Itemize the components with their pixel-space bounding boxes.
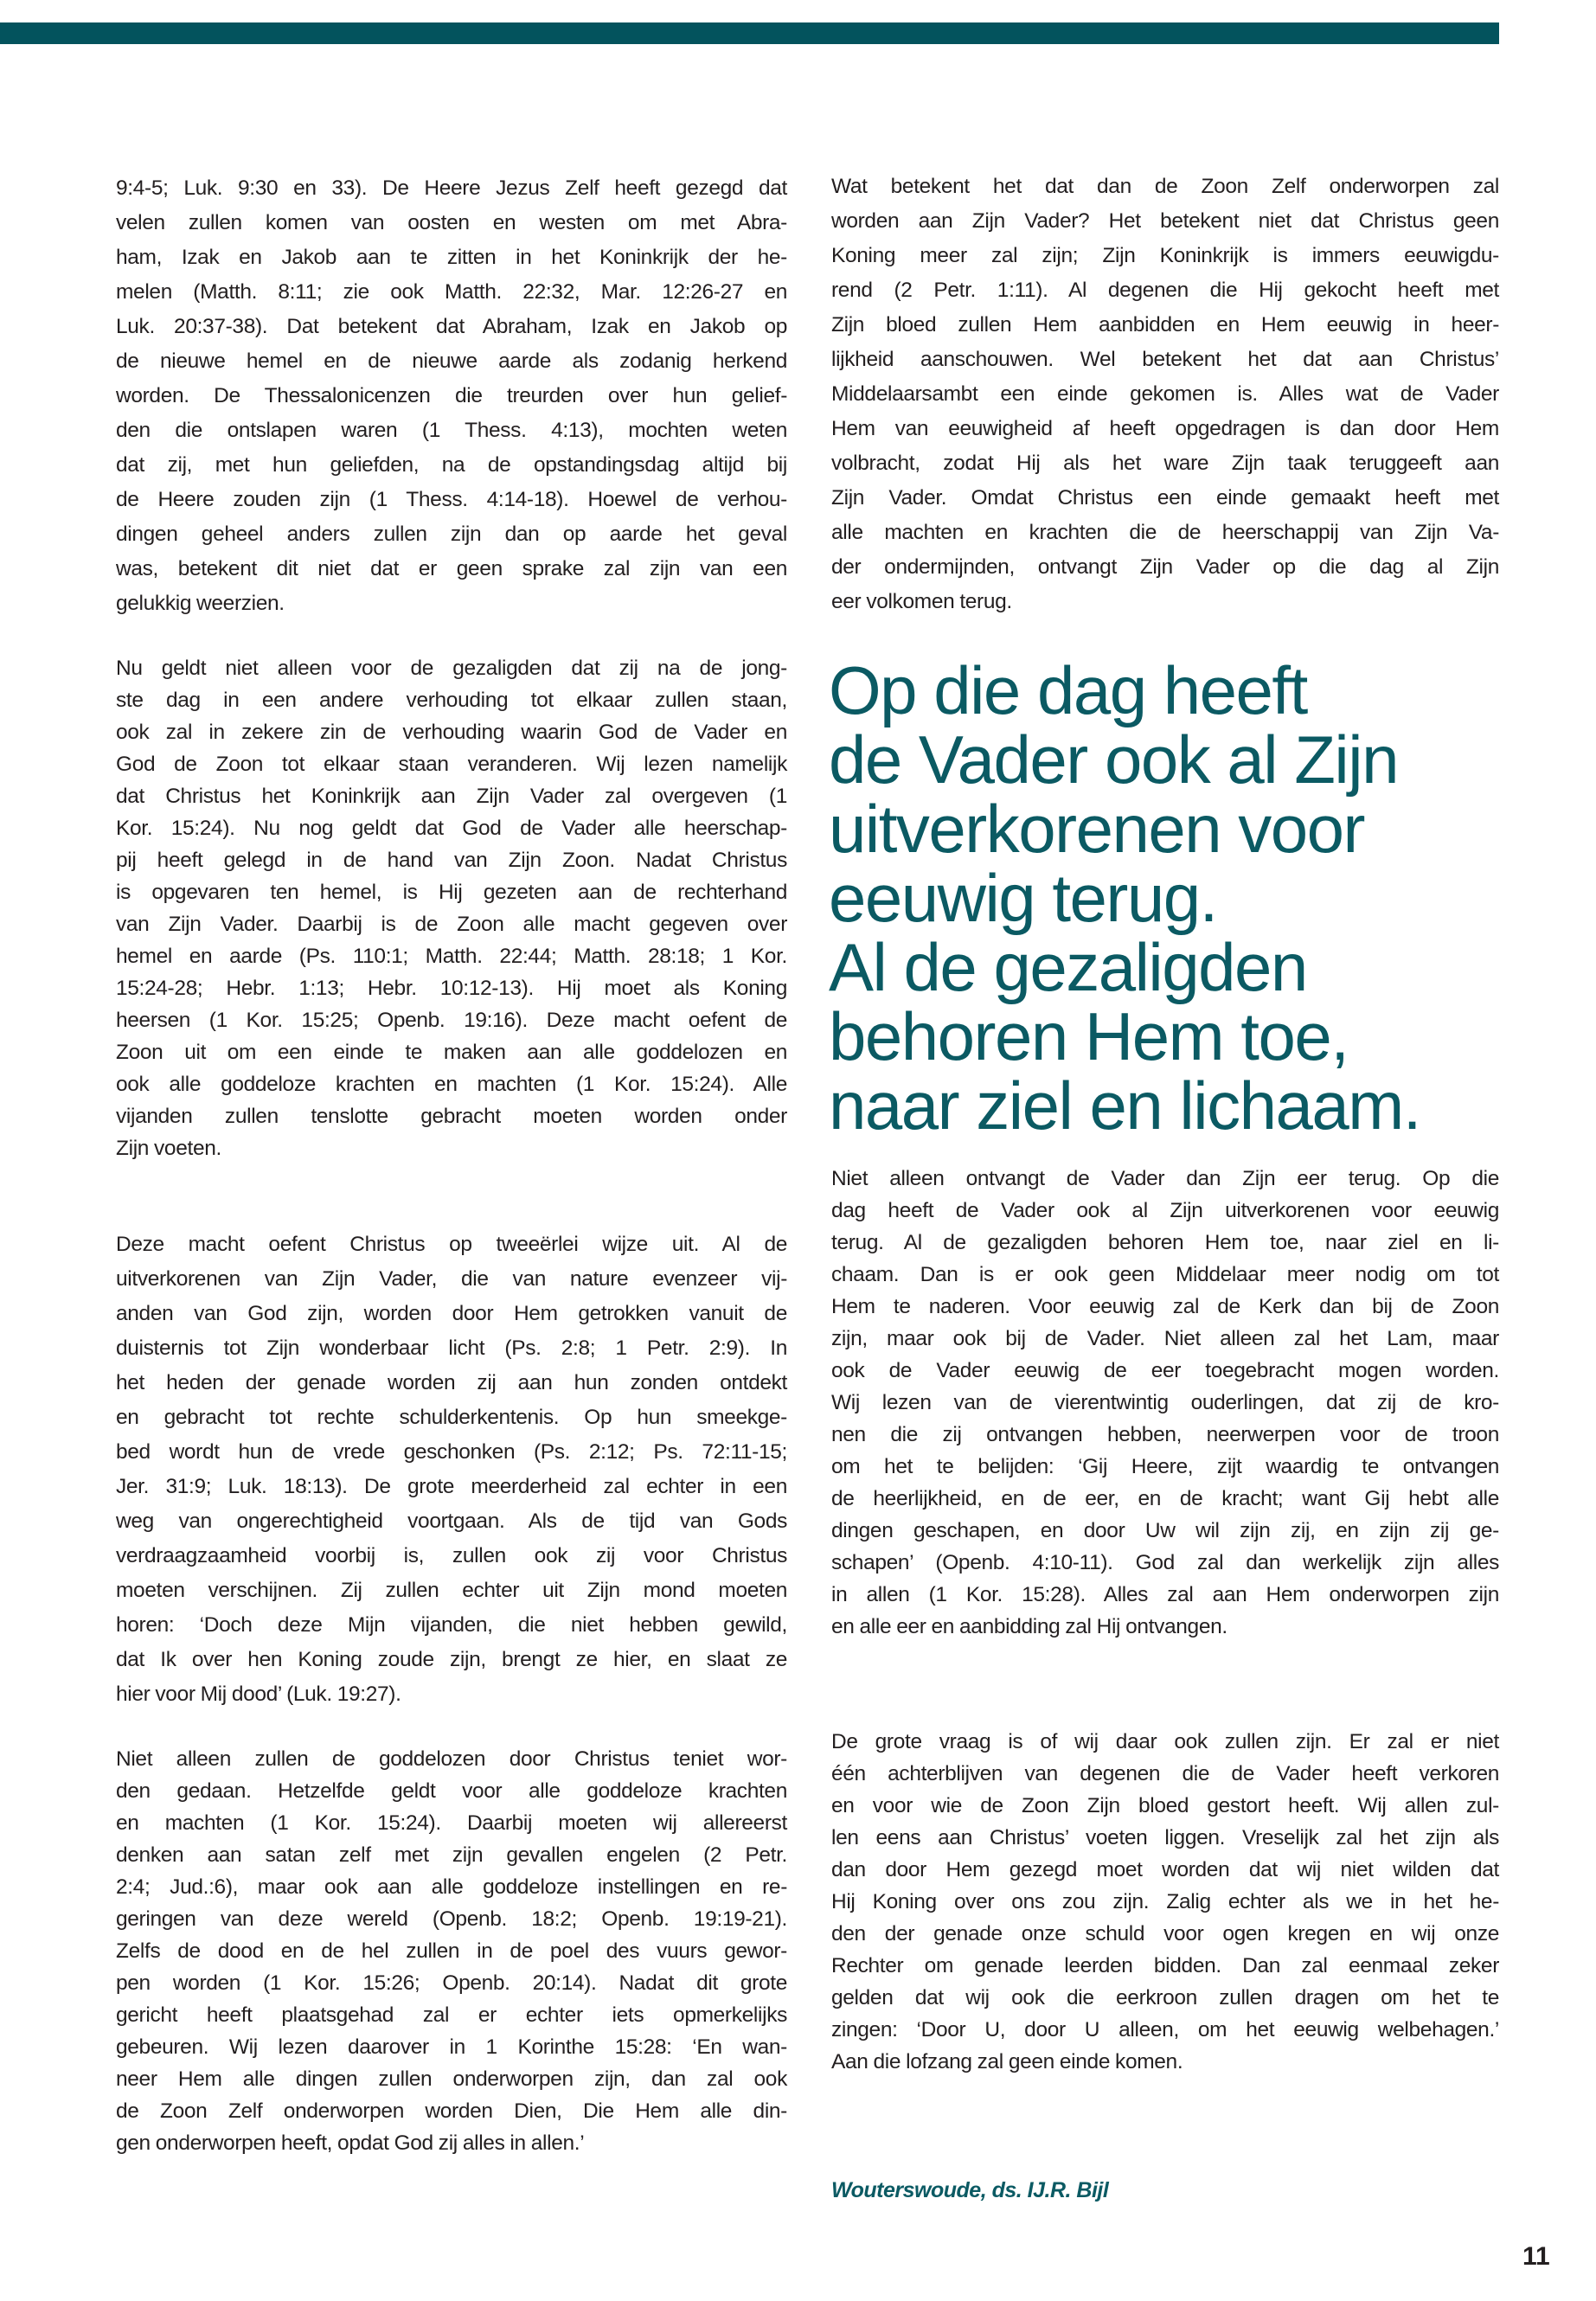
text-line: heersen (1 Kor. 15:25; Openb. 19:16). Deze macht oefent de (116, 1009, 787, 1032)
text-line: gericht heeft plaatsgehad zal er echter iets opmerkelijks (116, 2003, 787, 2027)
text-line: len eens aan Christus’ voeten liggen. Vreselijk zal het zijn als (831, 1826, 1499, 1849)
text-line: de Heere zouden zijn (1 Thess. 4:14-18). Hoewel de verhou- (116, 488, 787, 511)
text-line: alle machten en krachten die de heerschappij van Zijn Va- (831, 521, 1499, 544)
text-line: verdraagzaamheid voorbij is, zullen ook zij voor Christus (116, 1544, 787, 1567)
text-line: worden aan Zijn Vader? Het betekent niet dat Christus geen (831, 209, 1499, 233)
pull-quote-line: behoren Hem toe, (829, 998, 1349, 1074)
paragraph-right-1 (831, 170, 1499, 619)
text-line: worden. De Thessalonicenzen die treurden over hun gelief- (116, 384, 787, 407)
text-line: 2:4; Jud.:6), maar ook aan alle goddeloze instellingen en re- (116, 1875, 787, 1899)
text-line: Koning meer zal zijn; Zijn Koninkrijk is immers eeuwigdu- (831, 244, 1499, 267)
text-line: Hem te naderen. Voor eeuwig zal de Kerk dan bij de Zoon (831, 1295, 1499, 1318)
text-line: anden van God zijn, worden door Hem getrokken vanuit de (116, 1302, 787, 1325)
pull-quote-line: uitverkorenen voor (829, 791, 1365, 867)
text-line: Luk. 20:37-38). Dat betekent dat Abraham, Izak en Jakob op (116, 315, 787, 338)
text-line: en gebracht tot rechte schulderkentenis. Op hun smeekge- (116, 1406, 787, 1429)
text-line: Wij lezen van de vierentwintig ouderlingen, dat zij de kro- (831, 1391, 1499, 1414)
text-line: gebeuren. Wij lezen daarover in 1 Korinthe 15:28: ‘En wan- (116, 2035, 787, 2059)
pull-quote-line: Op die dag heeft (829, 652, 1307, 728)
text-line: de Zoon Zelf onderworpen worden Dien, Die Hem alle din- (116, 2099, 787, 2123)
text-line: weg van ongerechtigheid voortgaan. Als de tijd van Gods (116, 1509, 787, 1533)
text-line: pij heeft gelegd in de hand van Zijn Zoon. Nadat Christus (116, 849, 787, 872)
text-line: rend (2 Petr. 1:11). Al degenen die Hij gekocht heeft met (831, 279, 1499, 302)
text-line: Jer. 31:9; Luk. 18:13). De grote meerderheid zal echter in een (116, 1475, 787, 1498)
text-line: gen onderworpen heeft, opdat God zij alles in allen.’ (116, 2131, 585, 2155)
text-line: dat Ik over hen Koning zoude zijn, brengt ze hier, en slaat ze (116, 1648, 787, 1671)
text-line: den gedaan. Hetzelfde geldt voor alle goddeloze krachten (116, 1779, 787, 1803)
text-line: dat Christus het Koninkrijk aan Zijn Vader zal overgeven (1 (116, 785, 787, 808)
text-line: Nu geldt niet alleen voor de gezaligden dat zij na de jong- (116, 657, 787, 680)
text-line: in allen (1 Kor. 15:28). Alles zal aan Hem onderworpen zijn (831, 1583, 1499, 1606)
text-line: uitverkorenen van Zijn Vader, die van nature evenzeer vij- (116, 1267, 787, 1291)
pull-quote (829, 652, 1521, 1144)
text-line: Zijn voeten. (116, 1137, 221, 1160)
text-line: terug. Al de gezaligden behoren Hem toe, naar ziel en li- (831, 1231, 1499, 1254)
text-line: Aan die lofzang zal geen einde komen. (831, 2050, 1183, 2073)
text-line: Hem van eeuwigheid af heeft opgedragen is dan door Hem (831, 417, 1499, 440)
text-line: eer volkomen terug. (831, 590, 1012, 613)
text-line: melen (Matth. 8:11; zie ook Matth. 22:32, Mar. 12:26-27 en (116, 280, 787, 304)
paragraph-right-3 (831, 1726, 1499, 2078)
text-line: Niet alleen ontvangt de Vader dan Zijn eer terug. Op die (831, 1167, 1499, 1190)
text-line: Niet alleen zullen de goddelozen door Christus teniet wor- (116, 1747, 787, 1771)
text-line: den die ontslapen waren (1 Thess. 4:13), mochten weten (116, 419, 787, 442)
text-line: de nieuwe hemel en de nieuwe aarde als zodanig herkend (116, 349, 787, 373)
text-line: 15:24-28; Hebr. 1:13; Hebr. 10:12-13). Hij moet als Koning (116, 977, 787, 1000)
paragraph-right-2 (831, 1163, 1499, 1643)
text-line: 9:4-5; Luk. 9:30 en 33). De Heere Jezus Zelf heeft gezegd dat (116, 176, 787, 200)
pull-quote-line: naar ziel en lichaam. (829, 1067, 1420, 1144)
text-line: ook de Vader eeuwig de eer toegebracht mogen worden. (831, 1359, 1499, 1382)
text-line: en voor wie de Zoon Zijn bloed gestort heeft. Wij allen zul- (831, 1794, 1499, 1817)
text-line: Kor. 15:24). Nu nog geldt dat God de Vader alle heerschap- (116, 817, 787, 840)
text-line: de heerlijkheid, en de eer, en de kracht; want Gij hebt alle (831, 1487, 1499, 1510)
header-accent-bar (0, 22, 1499, 44)
text-line: om het te belijden: ‘Gij Heere, zijt waardig te ontvangen (831, 1455, 1499, 1478)
text-line: gelukkig weerzien. (116, 592, 285, 615)
text-line: Rechter om genade leerden bidden. Dan zal eenmaal zeker (831, 1954, 1499, 1977)
text-line: zingen: ‘Door U, door U alleen, om het eeuwig welbehagen.’ (831, 2018, 1499, 2041)
paragraph-left-2 (116, 652, 787, 1164)
text-line: zijn, maar ook bij de Vader. Niet alleen zal het Lam, maar (831, 1327, 1499, 1350)
text-line: schapen’ (Openb. 4:10-11). God zal dan werkelijk zijn alles (831, 1551, 1499, 1574)
text-line: dat zij, met hun geliefden, na de opstandingsdag altijd bij (116, 453, 787, 477)
text-line: den der genade onze schuld voor ogen kregen en wij onze (831, 1922, 1499, 1945)
text-line: velen zullen komen van oosten en westen om met Abra- (116, 211, 787, 234)
text-line: ham, Izak en Jakob aan te zitten in het Koninkrijk der he- (116, 246, 787, 269)
paragraph-left-4 (116, 1743, 787, 2159)
pull-quote-line: eeuwig terug. (829, 860, 1217, 936)
text-line: lijkheid aanschouwen. Wel betekent het dat aan Christus’ (831, 348, 1499, 371)
text-line: Deze macht oefent Christus op tweeërlei wijze uit. Al de (116, 1233, 787, 1256)
text-line: pen worden (1 Kor. 15:26; Openb. 20:14). Nadat dit grote (116, 1971, 787, 1995)
text-line: denken aan satan zelf met zijn gevallen engelen (2 Petr. (116, 1843, 787, 1867)
text-line: van Zijn Vader. Daarbij is de Zoon alle macht gegeven over (116, 913, 787, 936)
text-line: dan door Hem gezegd moet worden dat wij niet wilden dat (831, 1858, 1499, 1881)
text-line: dag heeft de Vader ook al Zijn uitverkorenen voor eeuwig (831, 1199, 1499, 1222)
text-line: Wat betekent het dat dan de Zoon Zelf onderworpen zal (831, 175, 1499, 198)
text-line: dingen geheel anders zullen zijn dan op aarde het geval (116, 522, 787, 546)
text-line: Hij Koning over ons zou zijn. Zalig echter als we in het he- (831, 1890, 1499, 1913)
text-line: ook alle goddeloze krachten en machten (1 Kor. 15:24). Alle (116, 1073, 787, 1096)
paragraph-left-3 (116, 1227, 787, 1712)
paragraph-left-1 (116, 171, 787, 621)
text-line: ste dag in een andere verhouding tot elkaar zullen staan, (116, 689, 787, 712)
pull-quote-line: Al de gezaligden (829, 929, 1307, 1005)
text-line: hier voor Mij dood’ (Luk. 19:27). (116, 1682, 401, 1706)
text-line: dingen geschapen, en door Uw wil zijn zij, en zijn zij ge- (831, 1519, 1499, 1542)
text-line: horen: ‘Doch deze Mijn vijanden, die niet hebben gewild, (116, 1613, 787, 1637)
text-line: hemel en aarde (Ps. 110:1; Matth. 22:44; Matth. 28:18; 1 Kor. (116, 945, 787, 968)
text-line: bed wordt hun de vrede geschonken (Ps. 2:12; Ps. 72:11-15; (116, 1440, 787, 1464)
text-line: Zijn bloed zullen Hem aanbidden en Hem eeuwig in heer- (831, 313, 1499, 336)
text-line: gelden dat wij ook die eerkroon zullen dragen om het te (831, 1986, 1499, 2009)
text-line: één achterblijven van degenen die de Vader heeft verkoren (831, 1762, 1499, 1785)
text-line: De grote vraag is of wij daar ook zullen zijn. Er zal er niet (831, 1730, 1499, 1753)
text-line: Zijn Vader. Omdat Christus een einde gemaakt heeft met (831, 486, 1499, 510)
author-signature: Wouterswoude, ds. IJ.R. Bijl (831, 2178, 1109, 2202)
text-line: Middelaarsambt een einde gekomen is. Alles wat de Vader (831, 382, 1499, 406)
text-line: is opgevaren ten hemel, is Hij gezeten aan de rechterhand (116, 881, 787, 904)
text-line: vijanden zullen tenslotte gebracht moeten worden onder (116, 1105, 787, 1128)
text-line: neer Hem alle dingen zullen onderworpen zijn, dan zal ook (116, 2067, 787, 2091)
text-line: was, betekent dit niet dat er geen sprake zal zijn van een (116, 557, 787, 580)
text-line: nen die zij ontvangen hebben, neerwerpen voor de troon (831, 1423, 1499, 1446)
text-line: moeten verschijnen. Zij zullen echter uit Zijn mond moeten (116, 1579, 787, 1602)
text-line: volbracht, zodat Hij als het ware Zijn taak teruggeeft aan (831, 452, 1499, 475)
text-line: geringen van deze wereld (Openb. 18:2; Openb. 19:19-21). (116, 1907, 787, 1931)
pull-quote-line: de Vader ook al Zijn (829, 721, 1398, 798)
text-line: God de Zoon tot elkaar staan veranderen. Wij lezen namelijk (116, 753, 787, 776)
text-line: der ondermijnden, ontvangt Zijn Vader op die dag al Zijn (831, 555, 1499, 579)
text-line: Zelfs de dood en de hel zullen in de poel des vuurs gewor- (116, 1939, 787, 1963)
text-line: chaam. Dan is er ook geen Middelaar meer nodig om tot (831, 1263, 1499, 1286)
text-line: duisternis tot Zijn wonderbaar licht (Ps. 2:8; 1 Petr. 2:9). In (116, 1336, 787, 1360)
text-line: Zoon uit om een einde te maken aan alle goddelozen en (116, 1041, 787, 1064)
text-line: en alle eer en aanbidding zal Hij ontvangen. (831, 1615, 1227, 1638)
text-line: ook zal in zekere zin de verhouding waarin God de Vader en (116, 721, 787, 744)
text-line: het heden der genade worden zij aan hun zonden ontdekt (116, 1371, 787, 1394)
page-number: 11 (1522, 2242, 1550, 2271)
text-line: en machten (1 Kor. 15:24). Daarbij moeten wij allereerst (116, 1811, 787, 1835)
